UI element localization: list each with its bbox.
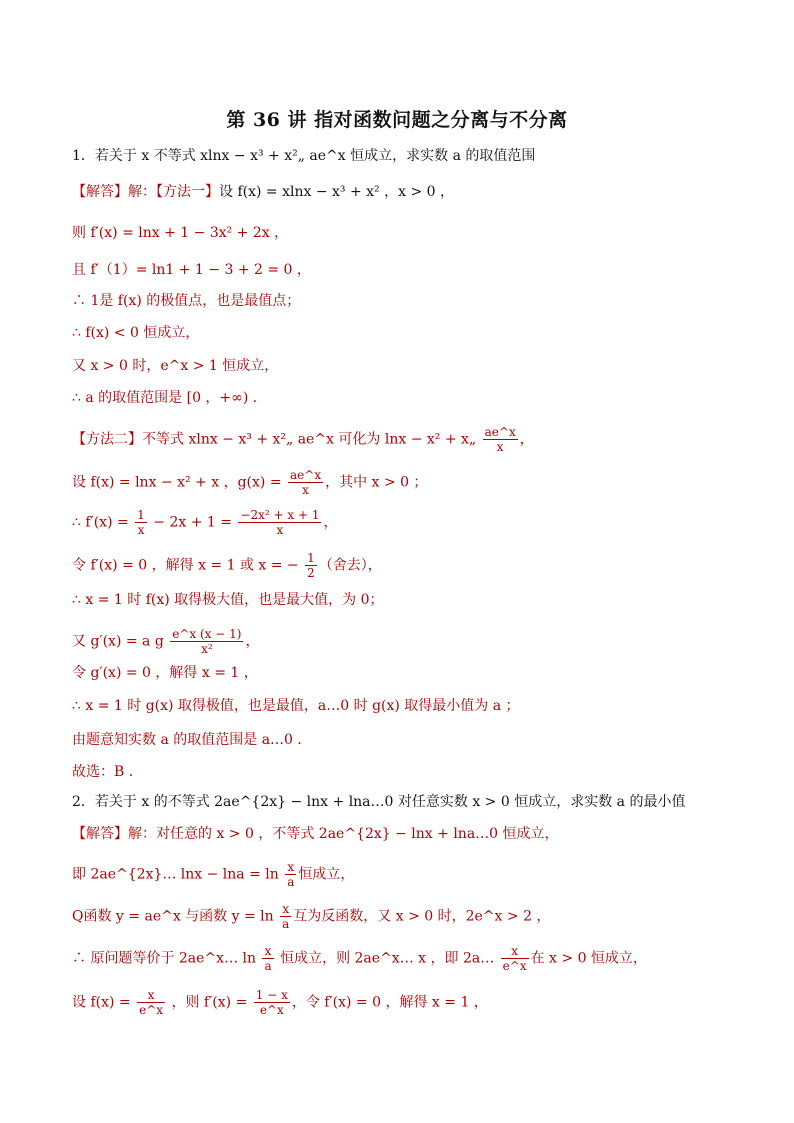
- p1-line-17: 故选：B ．: [72, 764, 143, 780]
- p1-line-1: [72, 182, 454, 202]
- p1-line-7: ∴ a 的取值范围是 [0 ，+∞) ．: [72, 390, 267, 406]
- fraction: $\frac{x}{e\^{}x}$: [139, 988, 164, 1017]
- page-title: 第 36 讲 指对函数问题之分离与不分离: [226, 109, 568, 131]
- answer-tag: 【解答】解：: [72, 184, 156, 200]
- p2-line-3: Q函数 y = ae^x 与函数 y = ln $\frac{x}{a}$ 互为反函数，又 x > 0 时，2e^x > 2 ，: [72, 902, 551, 931]
- answer-tag: 【解答】解：: [72, 826, 156, 842]
- method-one-tag: 【方法一】: [156, 184, 219, 200]
- p1-line-6: 又 x > 0 时，e^x > 1 恒成立，: [72, 358, 279, 374]
- p2-line-5: 设 f(x) = $\frac{x}{e\^{}x}$ ，则 f′(x) = $\frac{1 - x}{e\^{}x}$ ，令 f′(x) = 0 ，解得 x = 1 ，: [72, 988, 488, 1017]
- fraction: $\frac{1}{x}$: [137, 508, 145, 537]
- fraction: $\frac{\text{−2x² + x + 1}}{x}$: [240, 508, 320, 537]
- fraction: $\frac{1 - x}{e\^{}x}$: [255, 988, 288, 1017]
- p2-line-4: ∴ 原问题等价于 2ae^x… ln $\frac{x}{a}$ 恒成立，则 2ae^x… x ，即 2a… $\frac{x}{e\^{}x}$ 在 x > 0 恒成立，: [72, 944, 647, 973]
- method-two-tag: 【方法二】: [72, 431, 142, 448]
- p1-line-8-text: 不等式 xlnx − x³ + x²„ ae^x 可化为 lnx − x² + x„: [142, 431, 477, 448]
- p1-line-2: 则 f′(x) = lnx + 1 − 3x² + 2x ，: [72, 225, 289, 241]
- fraction: $\frac{ae\^{}x}{x}$: [290, 468, 322, 497]
- p1-line-15: ∴ x = 1 时 g(x) 取得极值，也是最值，a…0 时 g(x) 取得最小值为 a ；: [72, 698, 520, 714]
- fraction: $\frac{e\^{}x (x - 1)}{\text{x²}}$: [172, 627, 242, 656]
- p1-line-12: ∴ x = 1 时 f(x) 取得极大值，也是最大值，为 0；: [72, 592, 384, 608]
- p1-line-14: 令 g′(x) = 0 ，解得 x = 1 ，: [72, 665, 258, 681]
- p1-line-3: 且 f′（1）= ln1 + 1 − 3 + 2 = 0 ，: [72, 262, 311, 278]
- p1-line-8: 【方法二】不等式 xlnx − x³ + x²„ ae^x 可化为 lnx − x² + x„ $\frac{ae\^{}x}{x}$ ，: [72, 425, 534, 454]
- p1-line-16: 由题意知实数 a 的取值范围是 a…0 ．: [72, 732, 312, 748]
- p1-line-13: 又 g′(x) = a g $\frac{e\^{}x (x - 1)}{\text{x²}}$ ，: [72, 627, 260, 656]
- p1-line-9: 设 f(x) = lnx − x² + x ，g(x) = $\frac{ae\^{}x}{x}$ ，其中 x > 0 ；: [72, 468, 428, 497]
- fraction: $\frac{x}{e\^{}x}$: [502, 944, 527, 973]
- fraction: $\frac{1}{2}$: [307, 551, 315, 580]
- p1-line-4: ∴ 1是 f(x) 的极值点，也是最值点；: [72, 293, 301, 309]
- fraction: $\frac{x}{a}$: [282, 902, 290, 931]
- p1-line-10: ∴ f′(x) = $\frac{1}{x}$ − 2x + 1 = $\frac{\text{−2x² + x + 1}}{x}$ ，: [72, 508, 338, 537]
- p2-line-1: [72, 824, 559, 844]
- fraction: $\frac{x}{a}$: [264, 944, 272, 973]
- problem-2-question: 2．若关于 x 的不等式 2ae^{2x} − lnx + lna…0 对任意实数 x > 0 恒成立，求实数 a 的最小值: [72, 794, 686, 810]
- p1-line-5: ∴ f(x) < 0 恒成立，: [72, 325, 200, 341]
- fraction: $\frac{x}{a}$: [287, 860, 295, 889]
- fraction: $\frac{ae\^{}x}{x}$: [484, 425, 516, 454]
- p2-line-2: 即 2ae^{2x}… lnx − lna = ln $\frac{x}{a}$ 恒成立，: [72, 860, 355, 889]
- p2-line-1-text: 对任意的 x > 0 ，不等式 2ae^{2x} − lnx + lna…0 恒成立，: [156, 826, 559, 842]
- problem-1-question: 1．若关于 x 不等式 xlnx − x³ + x²„ ae^x 恒成立，求实数 a 的取值范围: [72, 148, 536, 164]
- p1-line-1-text: 设 f(x) = xlnx − x³ + x² ，x > 0 ，: [219, 184, 454, 200]
- p1-line-11: 令 f′(x) = 0 ，解得 x = 1 或 x = − $\frac{1}{2}$ （舍去），: [72, 551, 382, 580]
